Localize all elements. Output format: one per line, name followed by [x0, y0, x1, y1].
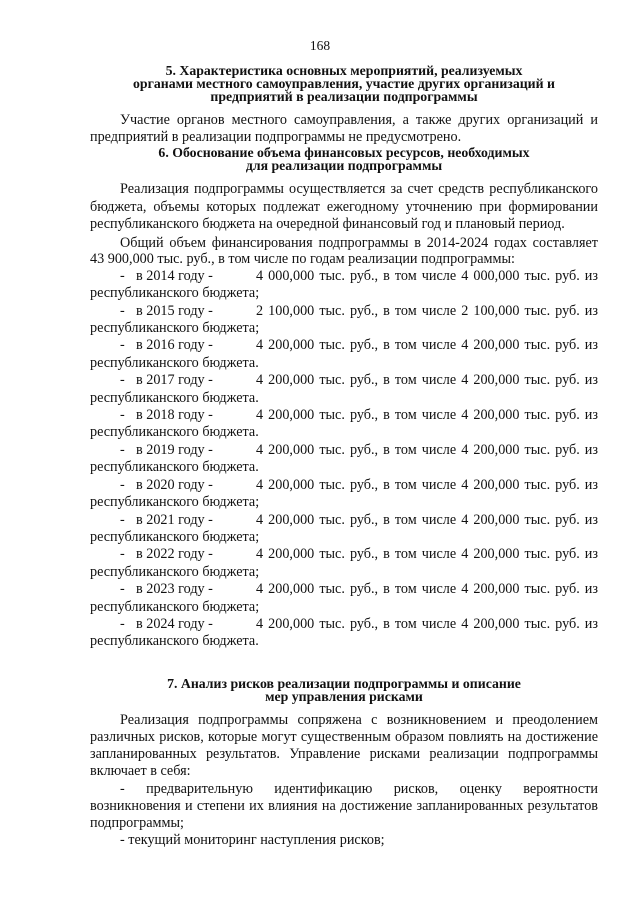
funding-year-label: в 2019 году -: [136, 441, 213, 458]
dash-marker: -: [120, 267, 125, 284]
funding-year-source: республиканского бюджета;: [90, 563, 260, 580]
section-6-paragraph: Реализация подпрограммы осуществляется за счет средств республиканского бюджета, объемы которых подлежат ежегодному уточнению при формировании республиканского бюджета на очередной финансовый год и плановый период.: [90, 181, 598, 232]
funding-year-source: республиканского бюджета.: [90, 459, 259, 476]
funding-year-row: [90, 337, 598, 354]
funding-year-source: республиканского бюджета.: [90, 354, 259, 371]
funding-year-label: в 2023 году -: [136, 581, 213, 598]
funding-year-amount: 4 200,000 тыс. руб., в том числе 4 200,000 тыс. руб. из: [256, 441, 598, 458]
dash-marker: -: [120, 337, 125, 354]
funding-year-source: республиканского бюджета;: [90, 528, 260, 545]
dash-marker: -: [120, 302, 125, 319]
funding-year-row: [90, 442, 598, 459]
funding-year-label: в 2021 году -: [136, 511, 213, 528]
section-5-text: Участие органов местного самоуправления, а также других организаций и предприятий в реализации подпрограммы не предусмотрено.: [90, 112, 598, 146]
funding-year-item: [90, 546, 598, 581]
section-5-heading-line: органами местного самоуправления, участие других организаций и: [133, 76, 555, 91]
funding-year-amount: 4 200,000 тыс. руб., в том числе 4 200,000 тыс. руб. из: [256, 615, 598, 632]
funding-year-source: республиканского бюджета.: [90, 633, 259, 650]
funding-year-source: республиканского бюджета;: [90, 494, 260, 511]
funding-year-row: [90, 372, 598, 389]
funding-year-row: [90, 477, 598, 494]
funding-year-row: [90, 268, 598, 285]
funding-year-source: республиканского бюджета.: [90, 389, 259, 406]
section-6: [90, 146, 598, 650]
funding-year-label: в 2020 году -: [136, 476, 213, 493]
section-7-heading-line: 7. Анализ рисков реализации подпрограммы и описание: [167, 675, 521, 691]
funding-year-item: [90, 616, 598, 651]
funding-year-item: [90, 407, 598, 442]
funding-year-amount: 2 100,000 тыс. руб., в том числе 2 100,000 тыс. руб. из: [256, 302, 598, 319]
funding-year-item: [90, 512, 598, 547]
funding-year-amount: 4 000,000 тыс. руб., в том числе 4 000,000 тыс. руб. из: [256, 267, 598, 284]
funding-year-item: [90, 581, 598, 616]
funding-year-row: [90, 581, 598, 598]
risk-list-item: - предварительную идентификацию рисков, оценку вероятности возникновения и степени их влияния на достижение запланированных результатов подпрограммы;: [90, 780, 598, 831]
section-7: [90, 677, 598, 850]
dash-marker: -: [120, 441, 125, 458]
funding-year-amount: 4 200,000 тыс. руб., в том числе 4 200,000 тыс. руб. из: [256, 337, 598, 354]
funding-year-amount: 4 200,000 тыс. руб., в том числе 4 200,000 тыс. руб. из: [256, 511, 598, 528]
funding-year-row: [90, 303, 598, 320]
funding-year-label: в 2022 году -: [136, 546, 213, 563]
funding-year-item: [90, 372, 598, 407]
funding-year-source: республиканского бюджета.: [90, 424, 259, 441]
dash-marker: -: [120, 511, 125, 528]
dash-marker: -: [120, 476, 125, 493]
document-body: [90, 64, 598, 849]
dash-marker: -: [120, 372, 125, 389]
funding-year-row: [90, 616, 598, 633]
funding-year-label: в 2014 году -: [136, 267, 213, 284]
funding-year-item: [90, 337, 598, 372]
section-5-heading-line: 5. Характеристика основных мероприятий, реализуемых: [165, 63, 523, 78]
funding-year-row: [90, 512, 598, 529]
section-5-heading-line: предприятий в реализации подпрограммы: [210, 89, 478, 104]
funding-by-year-list: [90, 268, 598, 651]
section-7-heading-line: мер управления рисками: [265, 688, 423, 704]
section-6-heading-line: для реализации подпрограммы: [245, 158, 443, 174]
funding-year-row: [90, 546, 598, 563]
funding-year-label: в 2024 году -: [136, 615, 213, 632]
funding-year-row: [90, 407, 598, 424]
funding-year-source: республиканского бюджета;: [90, 285, 260, 302]
funding-year-amount: 4 200,000 тыс. руб., в том числе 4 200,000 тыс. руб. из: [256, 407, 598, 424]
risk-management-list: [90, 781, 598, 850]
dash-marker: -: [120, 615, 125, 632]
funding-year-amount: 4 200,000 тыс. руб., в том числе 4 200,000 тыс. руб. из: [256, 581, 598, 598]
funding-year-amount: 4 200,000 тыс. руб., в том числе 4 200,000 тыс. руб. из: [256, 546, 598, 563]
section-6-paragraph: Общий объем финансирования подпрограммы в 2014-2024 годах составляет 43 900,000 тыс. руб., в том числе по годам реализации подпрограммы:: [90, 235, 598, 268]
section-7-paragraph: Реализация подпрограммы сопряжена с возникновением и преодолением различных рисков, которые могут существенным образом повлиять на достижение запланированных результатов. Управление рисками реализации подпрограммы включает в себя:: [90, 711, 598, 780]
dash-marker: -: [120, 546, 125, 563]
funding-year-label: в 2015 году -: [136, 302, 213, 319]
funding-year-source: республиканского бюджета;: [90, 320, 260, 337]
section-5: [90, 64, 598, 146]
section-6-heading-line: 6. Обоснование объема финансовых ресурсов, необходимых: [158, 145, 530, 161]
funding-year-label: в 2018 году -: [136, 407, 213, 424]
dash-marker: -: [120, 581, 125, 598]
funding-year-label: в 2016 году -: [136, 337, 213, 354]
funding-year-item: [90, 477, 598, 512]
funding-year-label: в 2017 году -: [136, 372, 213, 389]
dash-marker: -: [120, 407, 125, 424]
funding-year-item: [90, 442, 598, 477]
funding-year-amount: 4 200,000 тыс. руб., в том числе 4 200,000 тыс. руб. из: [256, 476, 598, 493]
funding-year-source: республиканского бюджета;: [90, 598, 260, 615]
risk-list-item: - текущий мониторинг наступления рисков;: [120, 832, 385, 849]
page-number: 168: [309, 38, 331, 53]
funding-year-amount: 4 200,000 тыс. руб., в том числе 4 200,000 тыс. руб. из: [256, 372, 598, 389]
funding-year-item: [90, 303, 598, 338]
funding-year-item: [90, 268, 598, 303]
